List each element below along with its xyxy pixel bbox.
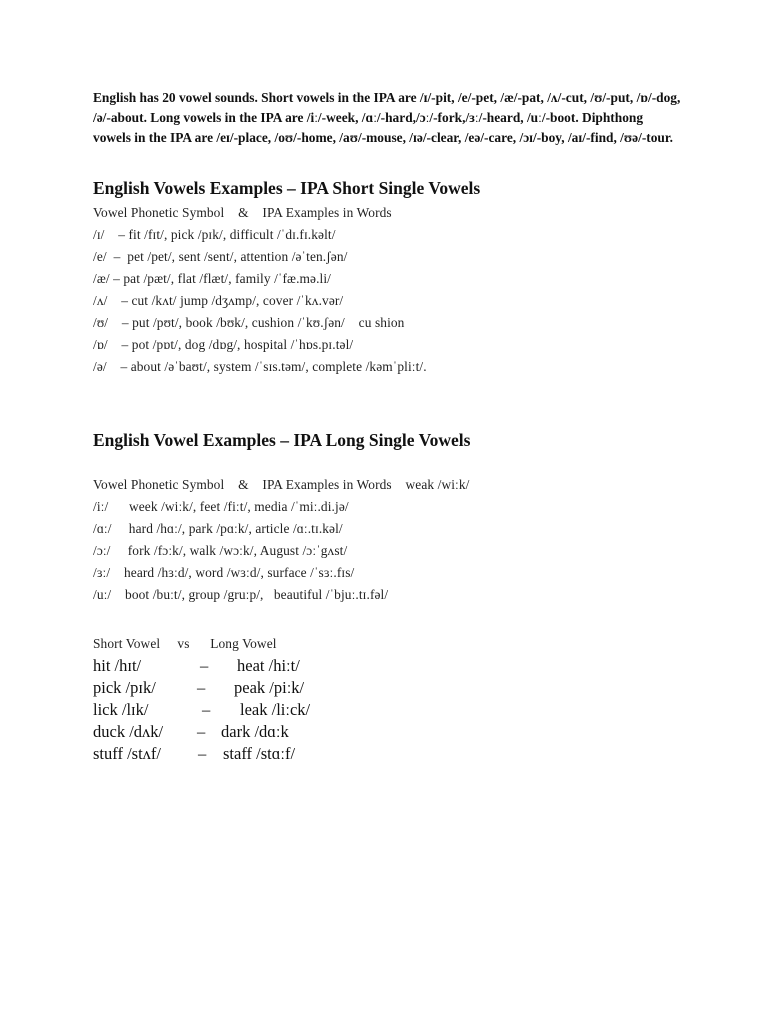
comparison-dash: – bbox=[202, 700, 211, 719]
long-vowel-word: heat /hiːt/ bbox=[237, 656, 300, 675]
short-vowels-heading: English Vowels Examples – IPA Short Single Vowels bbox=[93, 178, 481, 198]
short-vowel-word: lick /lɪk/ bbox=[93, 700, 149, 719]
long-vowel-word: leak /liːck/ bbox=[240, 700, 311, 719]
long-vowel-row: /ɜː/ heard /hɜːd/, word /wɜːd/, surface /ˈsɜː.fɪs/ bbox=[93, 565, 355, 580]
short-vowels-header: Vowel Phonetic Symbol & IPA Examples in Words bbox=[93, 205, 392, 220]
comparison-dash: – bbox=[200, 656, 209, 675]
short-vowel-word: hit /hɪt/ bbox=[93, 656, 142, 675]
short-vowel-row: /ə/ – about /əˈbaʊt/, system /ˈsɪs.təm/, complete /kəmˈpliːt/. bbox=[93, 359, 427, 374]
long-vowel-row: /uː/ boot /buːt/, group /gruːp/, beautiful /ˈbjuː.tɪ.fəl/ bbox=[93, 587, 389, 602]
short-vowel-row: /ʊ/ – put /pʊt/, book /bʊk/, cushion /ˈkʊ.ʃən/ cu shion bbox=[93, 315, 405, 330]
comparison-header: Short Vowel vs Long Vowel bbox=[93, 636, 277, 651]
long-vowels-header: Vowel Phonetic Symbol & IPA Examples in Words weak /wiːk/ bbox=[93, 477, 470, 492]
short-vowel-word: duck /dʌk/ bbox=[93, 722, 164, 741]
comparison-dash: – bbox=[197, 678, 206, 697]
long-vowels-heading: English Vowel Examples – IPA Long Single Vowels bbox=[93, 430, 471, 450]
intro-paragraph: English has 20 vowel sounds. Short vowels in the IPA are /ɪ/-pit, /e/-pet, /æ/-pat, /ʌ/-cut, /ʊ/-put, /ɒ/-dog, /ə/-about. Long vowels in the IPA are /iː/-week, /ɑː/-hard,/ɔː/-fork,/ɜː/-heard, /uː/-boot. Diphthong vowels in the IPA are /eɪ/-place, /oʊ/-home, /aʊ/-mouse, /ɪə/-clear, /eə/-care, /ɔɪ/-boy, /aɪ/-find, /ʊə/-tour. bbox=[93, 90, 681, 145]
short-vowel-row: /ɪ/ – fit /fɪt/, pick /pɪk/, difficult /ˈdɪ.fɪ.kəlt/ bbox=[93, 227, 336, 242]
long-vowel-word: dark /dɑːk bbox=[221, 722, 289, 741]
long-vowel-row: /ɑː/ hard /hɑː/, park /pɑːk/, article /ɑː.tɪ.kəl/ bbox=[93, 521, 343, 536]
long-vowel-row: /ɔː/ fork /fɔːk/, walk /wɔːk/, August /ɔːˈgʌst/ bbox=[93, 543, 348, 558]
short-vowel-row: /ʌ/ – cut /kʌt/ jump /dʒʌmp/, cover /ˈkʌ.vər/ bbox=[93, 293, 344, 308]
short-vowel-row: /e/ – pet /pet/, sent /sent/, attention /əˈten.ʃən/ bbox=[93, 249, 348, 264]
long-vowel-word: peak /piːk/ bbox=[234, 678, 305, 697]
long-vowel-row: /iː/ week /wiːk/, feet /fiːt/, media /ˈmiː.di.jə/ bbox=[93, 499, 349, 514]
short-vowel-word: stuff /stʌf/ bbox=[93, 744, 161, 763]
comparison-dash: – bbox=[198, 744, 207, 763]
comparison-dash: – bbox=[197, 722, 206, 741]
long-vowel-word: staff /stɑːf/ bbox=[223, 744, 296, 763]
short-vowel-word: pick /pɪk/ bbox=[93, 678, 156, 697]
short-vowel-row: /æ/ – pat /pæt/, flat /flæt/, family /ˈfæ.mə.li/ bbox=[93, 271, 331, 286]
short-vowel-row: /ɒ/ – pot /pɒt/, dog /dɒg/, hospital /ˈhɒs.pɪ.təl/ bbox=[93, 337, 354, 352]
